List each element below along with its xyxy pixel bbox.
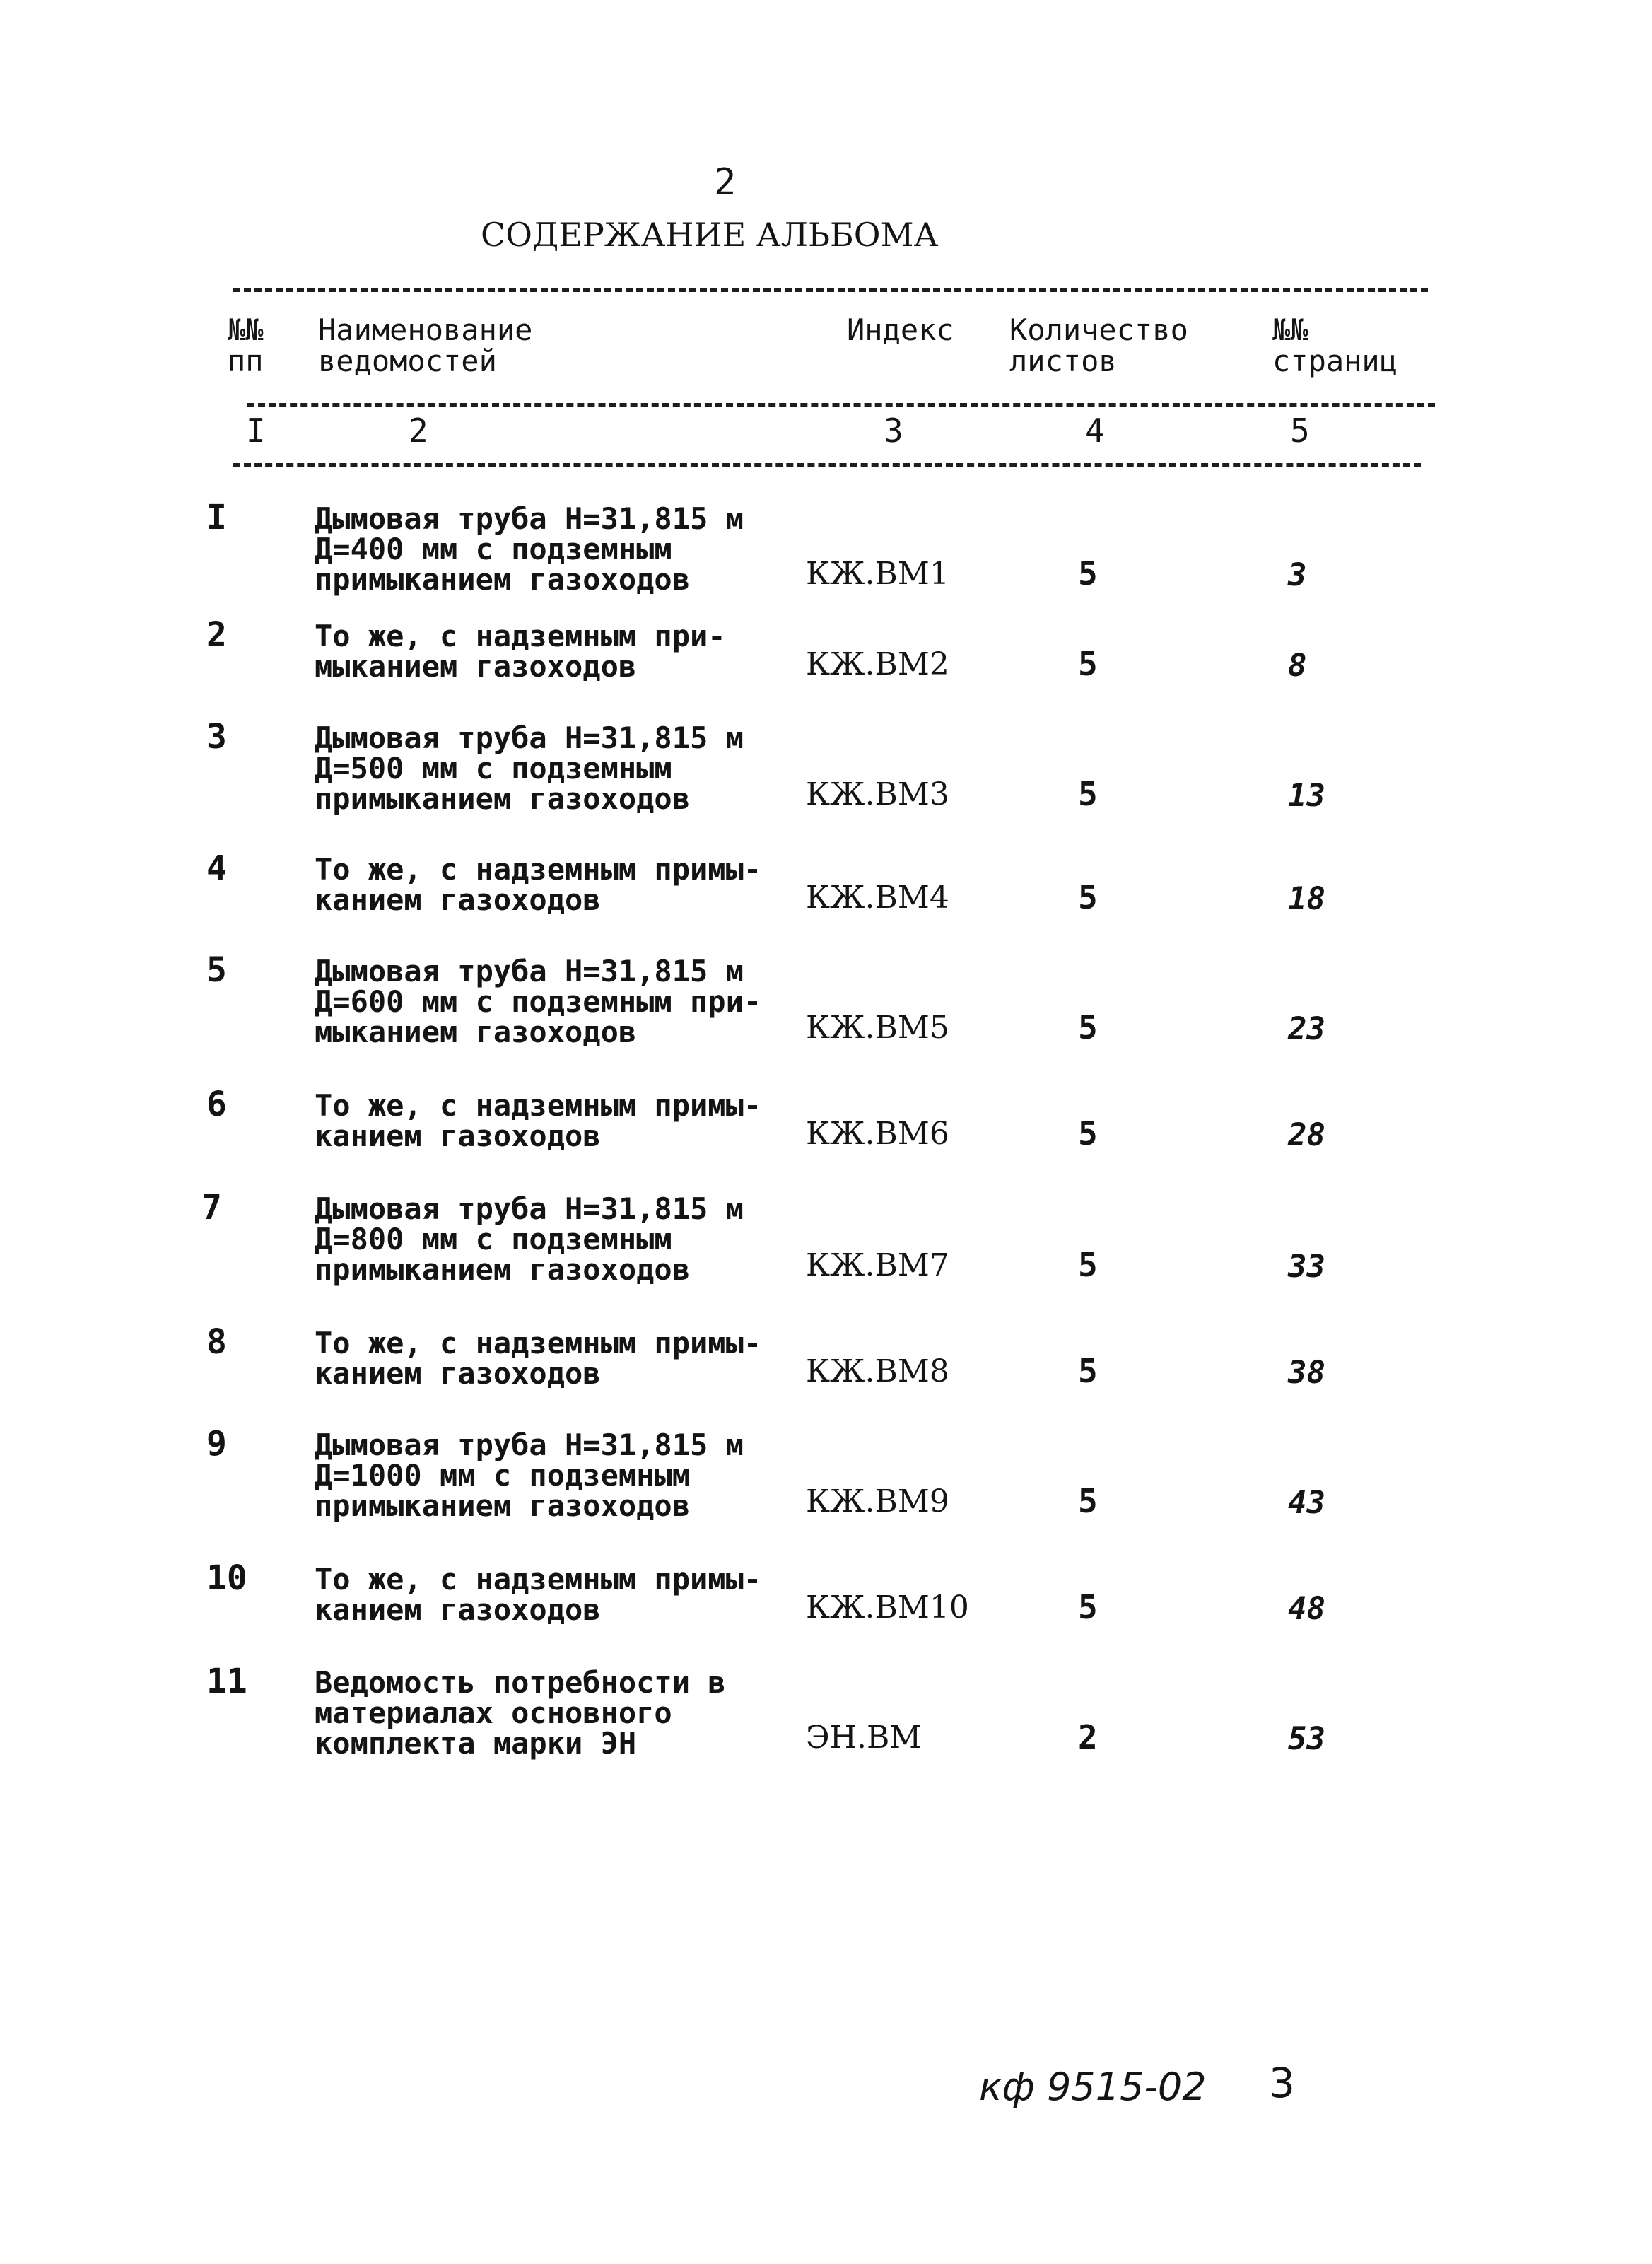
row-name — [315, 1090, 761, 1151]
row-name — [315, 1328, 761, 1389]
document-code: кф 9515-02 — [979, 2065, 1207, 2109]
column-number-2: 2 — [409, 412, 428, 450]
row-page-number: 38 — [1288, 1355, 1325, 1391]
row-page-number: 23 — [1288, 1011, 1325, 1047]
row-page-number: 8 — [1288, 648, 1307, 684]
row-sheet-count: 5 — [1078, 554, 1098, 593]
row-name-line: примыканием газоходов — [315, 1488, 691, 1523]
row-number: 5 — [206, 950, 227, 990]
row-page-number: 48 — [1288, 1591, 1325, 1627]
row-index: КЖ.ВМ10 — [806, 1589, 969, 1626]
row-sheet-count: 5 — [1078, 775, 1098, 813]
row-name — [315, 854, 761, 915]
row-sheet-count: 5 — [1078, 1588, 1098, 1626]
row-page-number: 28 — [1288, 1117, 1325, 1153]
row-name — [315, 1191, 744, 1287]
row-name-line: То же, с надземным при- — [315, 619, 726, 653]
row-name-line: Д=500 мм с подземным — [315, 751, 672, 786]
row-page-number: 13 — [1288, 778, 1325, 814]
dashed-rule-mid — [247, 403, 1435, 407]
row-number: 9 — [206, 1424, 227, 1464]
row-name — [315, 1564, 761, 1625]
row-sheet-count: 5 — [1078, 878, 1098, 916]
row-sheet-count: 5 — [1078, 1008, 1098, 1046]
row-number: 3 — [206, 717, 227, 757]
row-page-number: 33 — [1288, 1249, 1325, 1285]
row-number: 2 — [206, 615, 227, 655]
row-name-line: То же, с надземным примы- — [315, 1562, 762, 1597]
row-name-line: Д=600 мм с подземным при- — [315, 984, 762, 1019]
row-index: КЖ.ВМ1 — [806, 556, 949, 592]
header-col-4: Количество листов — [1009, 313, 1188, 378]
row-name-line: примыканием газоходов — [315, 781, 691, 816]
row-name — [315, 503, 744, 595]
row-page-number: 43 — [1288, 1485, 1325, 1521]
row-name-line: канием газоходов — [315, 882, 601, 917]
dashed-rule-bottom — [233, 463, 1421, 467]
row-name-line: Ведомость потребности в — [315, 1665, 726, 1700]
row-name-line: мыканием газоходов — [315, 1015, 637, 1049]
row-number: 10 — [206, 1558, 247, 1598]
row-index: КЖ.ВМ7 — [806, 1247, 949, 1283]
column-number-1: I — [246, 412, 266, 450]
row-name-line: Дымовая труба Н=31,815 м — [315, 1191, 744, 1226]
row-name-line: То же, с надземным примы- — [315, 1326, 762, 1360]
row-number: 4 — [206, 848, 227, 888]
row-sheet-count: 2 — [1078, 1718, 1098, 1756]
row-number: 6 — [206, 1085, 227, 1124]
row-number: 8 — [206, 1322, 227, 1362]
row-name-line: Д=1000 мм с подземным — [315, 1458, 691, 1493]
row-index: КЖ.ВМ5 — [806, 1010, 949, 1046]
page-title: СОДЕРЖАНИЕ АЛЬБОМА — [481, 216, 939, 254]
row-name-line: То же, с надземным примы- — [315, 1088, 762, 1123]
row-name-line: мыканием газоходов — [315, 649, 637, 684]
header-col-3: Индекс — [847, 313, 954, 347]
row-name-line: То же, с надземным примы- — [315, 852, 762, 887]
row-number: I — [206, 498, 227, 537]
row-name-line: канием газоходов — [315, 1592, 601, 1627]
row-name — [315, 1665, 726, 1761]
row-number: 7 — [201, 1188, 222, 1227]
row-name-line: Дымовая труба Н=31,815 м — [315, 1428, 744, 1462]
row-name-line: канием газоходов — [315, 1356, 601, 1391]
row-sheet-count: 5 — [1078, 1114, 1098, 1153]
column-number-4: 4 — [1085, 412, 1105, 450]
row-sheet-count: 5 — [1078, 1482, 1098, 1520]
row-name-line: Дымовая труба Н=31,815 м — [315, 720, 744, 755]
row-index: КЖ.ВМ3 — [806, 776, 949, 812]
row-page-number: 18 — [1288, 881, 1325, 917]
footer-page-number: 3 — [1269, 2059, 1295, 2107]
row-index: КЖ.ВМ8 — [806, 1353, 949, 1389]
row-page-number: 53 — [1288, 1721, 1325, 1757]
row-index: КЖ.ВМ4 — [806, 880, 949, 916]
column-number-3: 3 — [884, 412, 903, 450]
row-name-line: канием газоходов — [315, 1119, 601, 1153]
row-name-line: Дымовая труба Н=31,815 м — [315, 501, 744, 536]
row-index: ЭН.ВМ — [806, 1720, 922, 1756]
row-name-line: примыканием газоходов — [315, 562, 691, 597]
header-col-2: Наименование ведомостей — [318, 313, 533, 378]
row-sheet-count: 5 — [1078, 1246, 1098, 1284]
row-sheet-count: 5 — [1078, 1352, 1098, 1390]
row-number: 11 — [206, 1662, 247, 1701]
header-col-5: №№ страниц — [1272, 313, 1398, 378]
row-name — [315, 621, 726, 682]
header-col-1: №№ пп — [228, 313, 264, 378]
row-name — [315, 1430, 744, 1521]
row-name-line: Дымовая труба Н=31,815 м — [315, 954, 744, 988]
row-index: КЖ.ВМ9 — [806, 1483, 949, 1519]
row-page-number: 3 — [1288, 557, 1307, 593]
row-name-line: Д=400 мм с подземным — [315, 532, 672, 566]
row-name-line: примыканием газоходов — [315, 1252, 691, 1287]
row-index: КЖ.ВМ2 — [806, 646, 949, 682]
row-name — [315, 720, 744, 816]
dashed-rule-top — [233, 288, 1428, 292]
row-name-line: Д=800 мм с подземным — [315, 1222, 672, 1256]
row-name-line: материалах основного — [315, 1696, 672, 1730]
column-number-5: 5 — [1290, 412, 1310, 450]
page-number: 2 — [714, 161, 737, 204]
row-name — [315, 956, 761, 1047]
row-name-line: комплекта марки ЭН — [315, 1726, 637, 1761]
row-sheet-count: 5 — [1078, 645, 1098, 683]
row-index: КЖ.ВМ6 — [806, 1116, 949, 1152]
